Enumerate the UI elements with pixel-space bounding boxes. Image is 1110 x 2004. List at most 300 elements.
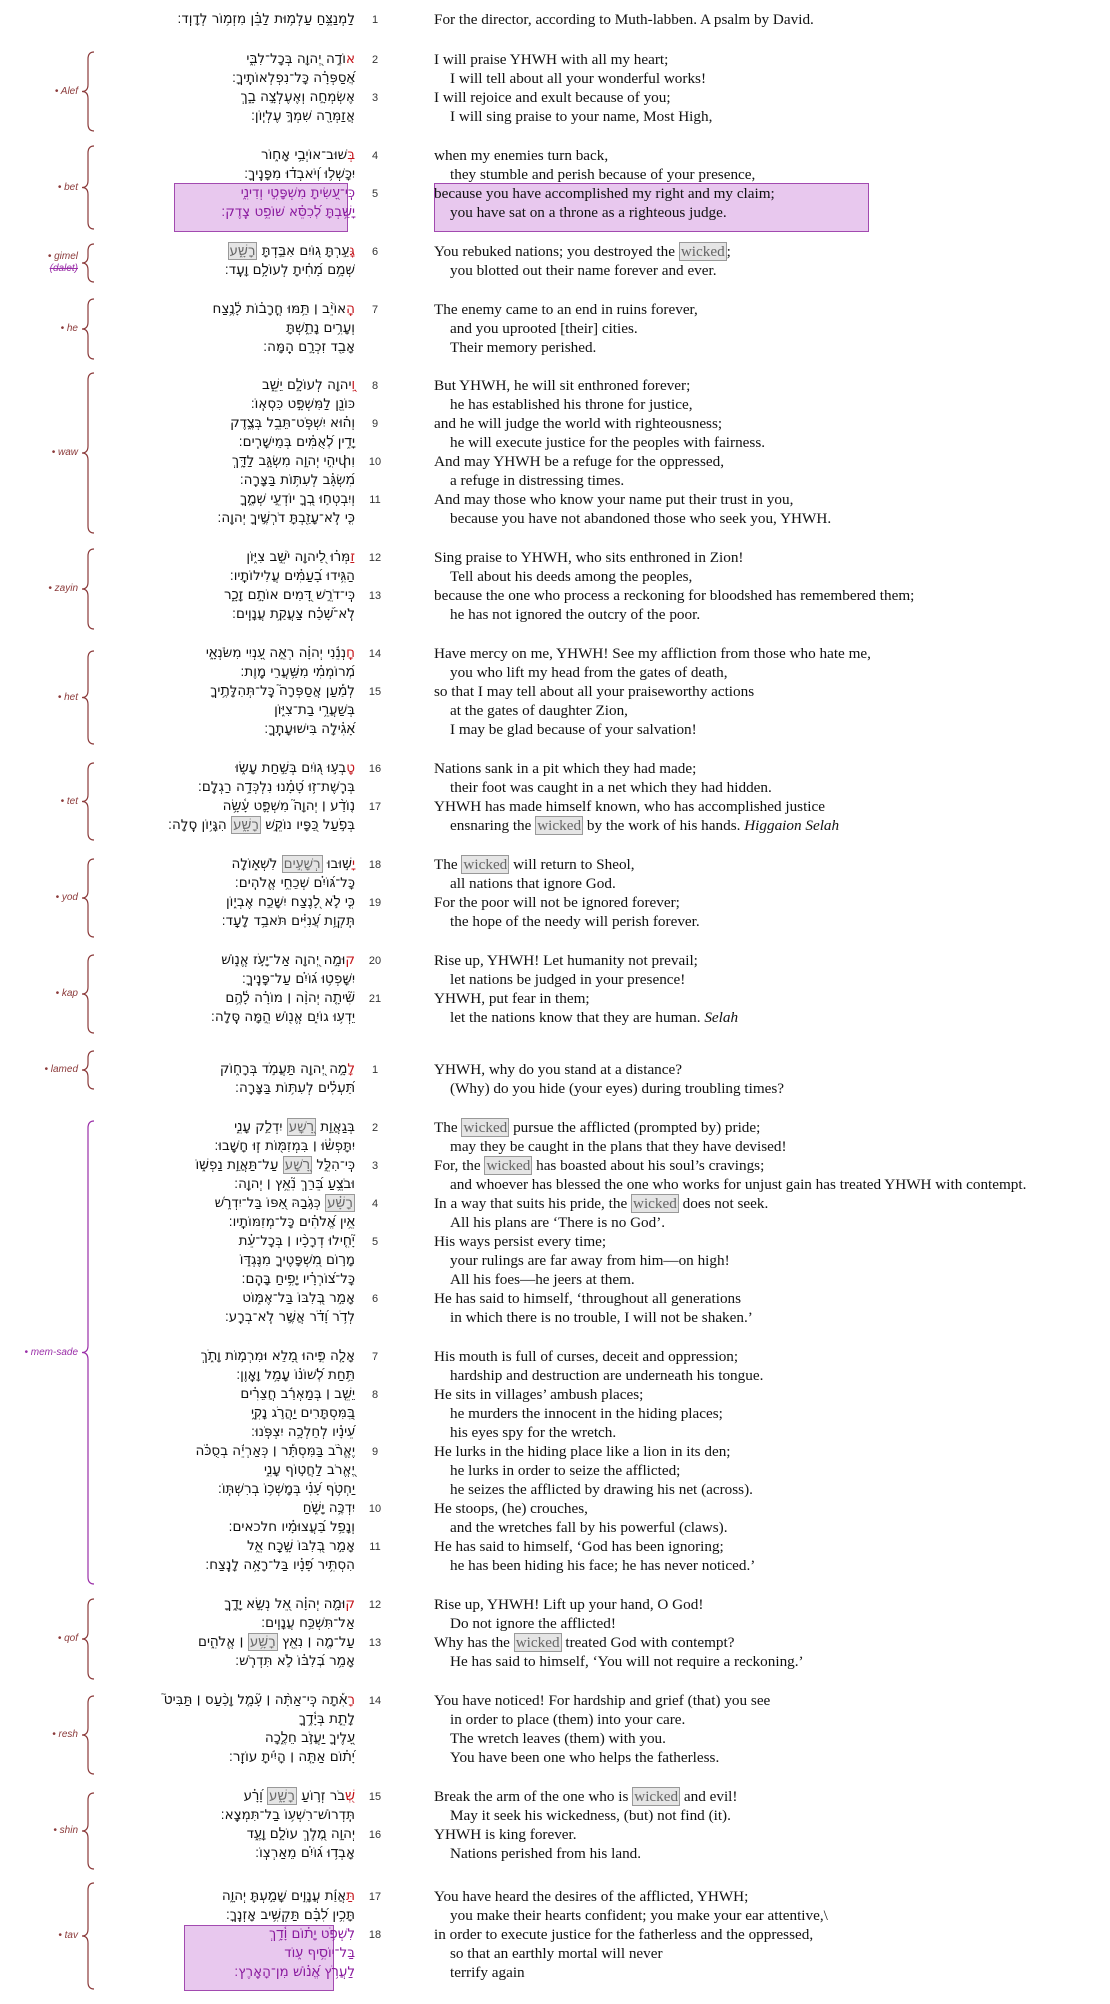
english-translation: You have heard the desires of the afflicted, YHWH; — [434, 1888, 749, 1905]
wicked-box: wicked — [463, 856, 508, 873]
english-translation: All his plans are ‘There is no God’. — [450, 1214, 666, 1231]
hebrew-text: מָר֣וֹם מִ֭שְׁפָּטֶיךָ מִנֶּגְדּ֑וֹ — [239, 1252, 355, 1268]
verse-line — [0, 10, 1110, 29]
letter-label-alef: • Alef — [54, 85, 78, 97]
hebrew-text: זַמְּר֗וּ לַ֭יהוָה יֹשֵׁ֣ב צִיּ֑וֹן — [246, 549, 355, 565]
english-translation: he seizes the afflicted by drawing his net (across). — [450, 1481, 753, 1498]
hebrew-text: לָתֵ֪ת בְּיָ֫דֶ֥ךָ — [298, 1711, 355, 1727]
english-translation: and whoever has blessed the one who works for unjust gain has treated YHWH with contempt. — [450, 1176, 1027, 1193]
wicked-box: רָשָׁ֑ע — [269, 1788, 295, 1804]
verse-line — [0, 720, 1110, 739]
english-translation: And may those who know your name put their trust in you, — [434, 491, 794, 508]
hebrew-text: אָבְד֥וּ ג֝וֹיִ֗ם מֵאַרְצֽוֹ׃ — [255, 1845, 355, 1861]
acrostic-initial: ח — [346, 645, 355, 661]
hebrew-text: יִדְכֶּ֥ה יָשֹׁ֑חַ — [302, 1500, 355, 1516]
verse-line — [0, 1806, 1110, 1825]
english-translation: let nations be judged in your presence! — [450, 971, 686, 988]
verse-line — [0, 855, 1110, 874]
verse-line — [0, 69, 1110, 88]
verse-line — [0, 1729, 1110, 1748]
verse-line — [0, 203, 1110, 222]
english-translation: Why has the wicked treated God with contempt? — [434, 1634, 735, 1651]
english-translation: And may YHWH be a refuge for the oppressed, — [434, 453, 725, 470]
verse-number: 18 — [368, 859, 382, 871]
verse-line — [0, 300, 1110, 319]
english-translation: Break the arm of the one who is wicked and evil! — [434, 1788, 738, 1805]
english-translation: may they be caught in the plans that they have devised! — [450, 1138, 787, 1155]
verse-number: 7 — [371, 1351, 379, 1363]
verse-number: 19 — [368, 897, 382, 909]
english-translation: He stoops, (he) crouches, — [434, 1500, 588, 1517]
english-translation: Nations sank in a pit which they had made; — [434, 760, 697, 777]
hebrew-text: וּבֹצֵ֥עַ בֵּ֝רֵךְ נִ֘אֵ֥ץ ׀ יְהוָֽה׃ — [234, 1176, 355, 1192]
hebrew-text: כִּֽי־דֹרֵ֣שׁ דָּ֭מִים אוֹתָ֣ם זָכָ֑ר — [223, 587, 355, 603]
hebrew-text: אָבַ֖ד זִכְרָ֣ם הֵֽמָּה׃ — [263, 339, 355, 355]
english-translation: The wicked will return to Sheol, — [434, 856, 635, 873]
verse-line — [0, 509, 1110, 528]
letter-label-shin: • shin — [53, 1825, 78, 1836]
hebrew-text: לְמַ֡עַן אֲסַפְּרָה֮ כָּֽל־תְּהִלָּתֶ֥יךָ — [210, 683, 355, 699]
letter-label-tav: • tav — [58, 1930, 78, 1941]
hebrew-text: תִּֽקְוַ֥ת עֲ֝נִיִּ֗ים תֹּאבַ֥ד לָעַֽד׃ — [221, 913, 355, 929]
hebrew-text: יֶאֱרֹ֨ב בַּמִּסְתָּ֡ר ׀ כְּאַרְיֵ֬ה בְסֻכֹּ֗ה — [195, 1443, 355, 1459]
letter-label-lamed: • lamed — [44, 1064, 78, 1075]
hebrew-text: אֲ֝סַפְּרָ֗ה כָּל־נִפְלְאוֹתֶֽיךָ׃ — [231, 70, 355, 86]
verse-line — [0, 1710, 1110, 1729]
hebrew-text: אוֹדֶ֣ה יְ֭הוָה בְּכָל־לִבִּ֑י — [246, 51, 355, 67]
wicked-box: wicked — [515, 1634, 560, 1651]
english-translation: You have been one who helps the fatherless. — [450, 1749, 720, 1766]
english-translation: I will sing praise to your name, Most High, — [450, 108, 713, 125]
wicked-box: wicked — [486, 1157, 531, 1174]
verse-line — [0, 1963, 1110, 1982]
verse-line — [0, 989, 1110, 1008]
hebrew-text: בְּשַׁעֲרֵ֥י בַת־צִיּ֑וֹן — [274, 702, 355, 718]
english-translation: a refuge in distressing times. — [450, 472, 625, 489]
hebrew-text: כּוֹנֵ֖ן לַמִּשְׁפָּ֣ט כִּסְאֽוֹ׃ — [250, 396, 355, 412]
english-translation: I will praise YHWH with all my heart; — [434, 51, 669, 68]
verse-number: 16 — [368, 763, 382, 775]
hebrew-text: הַגִּ֥ידוּ בָ֝עַמִּ֗ים עֲלִילוֹתָֽיו׃ — [229, 568, 355, 584]
verse-line — [0, 242, 1110, 261]
hebrew-text: יָשׁ֣וּבוּ רְשָׁעִ֣ים לִשְׁא֑וֹלָה — [231, 856, 355, 872]
verse-number: 3 — [371, 92, 379, 104]
english-translation: He sits in villages’ ambush places; — [434, 1386, 644, 1403]
hebrew-text: יָ֘חִ֤ילוּ דְרָכָ֨יו ׀ בְּכָל־עֵ֗ת — [238, 1233, 355, 1249]
letter-label-mem-sade: • mem-sade — [24, 1346, 78, 1358]
wicked-box: רָשָׁ֗ע — [327, 1195, 353, 1211]
verse-line — [0, 759, 1110, 778]
english-translation: (Why) do you hide (your eyes) during troubling times? — [450, 1080, 785, 1097]
verse-line — [0, 50, 1110, 69]
hebrew-text: וַֽ֭יהוָה לְעוֹלָ֣ם יֵשֵׁ֑ב — [261, 377, 355, 393]
verse-line — [0, 1825, 1110, 1844]
hebrew-text: אֶשְׂמְחָ֣ה וְאֶעֶלְצָ֣ה בָ֑ךְ — [240, 89, 355, 105]
verse-line — [0, 261, 1110, 280]
wicked-box: רָ֭שָׁע — [284, 1157, 311, 1173]
verse-number: 12 — [368, 552, 382, 564]
verse-line — [0, 490, 1110, 509]
english-translation: I will tell about all your wonderful works! — [450, 70, 707, 87]
english-translation: you make their hearts confident; you make your ear attentive,\ — [450, 1907, 828, 1924]
letter-label-resh: • resh — [52, 1729, 78, 1740]
verse-line — [0, 319, 1110, 338]
english-translation: in order to place (them) into your care. — [450, 1711, 686, 1728]
acrostic-initial: ג — [349, 243, 355, 259]
verse-number: 17 — [368, 801, 382, 813]
verse-number: 13 — [368, 590, 382, 602]
verse-number: 10 — [368, 456, 382, 468]
hebrew-text: אָמַ֣ר בְּ֭לִבּוֹ בַּל־אֶמּ֑וֹט — [242, 1290, 355, 1306]
english-translation: For the poor will not be ignored forever; — [434, 894, 680, 911]
hebrew-text: לַעֲרֹ֥ץ אֱ֝נ֗וֹשׁ מִן־הָאָֽרֶץ׃ — [234, 1964, 355, 1980]
acrostic-initial: ו — [351, 377, 355, 393]
hebrew-text: בְּפֹ֣עַל כַּ֭פָּיו נוֹקֵ֣שׁ רָשָׁ֑ע הִגָּי֥וֹן סֶֽלָה׃ — [167, 817, 355, 833]
verse-line — [0, 970, 1110, 989]
verse-line — [0, 548, 1110, 567]
acrostic-initial: י — [351, 856, 355, 872]
english-translation: Tell about his deeds among the peoples, — [450, 568, 693, 585]
wicked-box: wicked — [680, 243, 725, 260]
english-translation: Rise up, YHWH! Lift up your hand, O God! — [434, 1596, 704, 1613]
wicked-box: רָ֭שָׁע — [288, 1119, 314, 1135]
verse-line — [0, 1537, 1110, 1556]
letter-label-het: • het — [57, 691, 78, 703]
english-translation: The enemy came to an end in ruins forever, — [434, 301, 698, 318]
wicked-box: רָשָׁ֑ע — [233, 817, 259, 833]
english-translation: you have sat on a throne as a righteous judge. — [450, 204, 727, 221]
verse-line — [0, 874, 1110, 893]
hebrew-text: כָּל־צ֝וֹרְרָ֗יו יָפִ֥יחַ בָּהֶֽם׃ — [241, 1271, 355, 1287]
english-translation: terrify again — [450, 1964, 525, 1981]
verse-number: 12 — [368, 1599, 382, 1611]
hebrew-text: וְנָפַ֥ל בַּ֝עֲצוּמָ֗יו חלכאים׃ — [228, 1519, 355, 1535]
english-translation: when my enemies turn back, — [434, 147, 609, 164]
verse-number: 1 — [371, 14, 379, 26]
wicked-box: wicked — [463, 1119, 508, 1136]
hebrew-text: יֵדְע֥וּ גוֹיִ֑ם אֱנ֖וֹשׁ הֵ֣מָּה סֶּֽלָה׃ — [210, 1009, 355, 1025]
verse-line — [0, 1347, 1110, 1366]
hebrew-text: הָֽאוֹיֵ֨ב ׀ תַּ֥מּוּ חֳרָב֗וֹת לָ֫נֶ֥צַח — [212, 301, 355, 317]
letter-label-tet: • tet — [60, 795, 78, 807]
english-translation: his eyes spy for the wretch. — [450, 1424, 617, 1441]
verse-line — [0, 1844, 1110, 1863]
verse-line — [0, 1461, 1110, 1480]
hebrew-text: רָאִ֡תָה כִּֽי־אַתָּ֨ה ׀ עָ֘מָ֤ל וָכַ֨עַס ׀ תַּבִּיט֮ — [163, 1692, 355, 1708]
verse-line — [0, 1270, 1110, 1289]
hebrew-text: שְׁ֭בֹר זְר֣וֹעַ רָשָׁ֑ע וָ֝רָ֗ע — [243, 1788, 355, 1804]
verse-line — [0, 605, 1110, 624]
hebrew-text: תַּ֝עְלִ֗ים לְעִתּ֥וֹת בַּצָּרָֽה׃ — [235, 1080, 355, 1096]
english-translation: YHWH, put fear in them; — [434, 990, 590, 1007]
verse-line — [0, 1633, 1110, 1652]
hebrew-text: יָ֝ת֗וֹם אַתָּ֤ה ׀ הָיִ֬יתָ עוֹזֵֽר׃ — [228, 1749, 355, 1765]
hebrew-text: שְׁמָ֥ם מָ֝חִ֗יתָ לְעוֹלָ֥ם וָעֶֽד׃ — [224, 262, 355, 278]
hebrew-text: אַל־תִּשְׁכַּ֥ח עֲנָוִֽים׃ — [261, 1615, 355, 1631]
hebrew-text: תַּ֥חַת לְ֝שׁוֹנ֗וֹ עָמָ֥ל וָאָֽוֶן׃ — [236, 1367, 355, 1383]
verse-line — [0, 1691, 1110, 1710]
verse-line — [0, 1118, 1110, 1137]
verse-line — [0, 376, 1110, 395]
hebrew-text: לָמָ֣ה יְ֭הוָה תַּעֲמֹ֣ד בְּרָח֑וֹק — [219, 1061, 355, 1077]
hebrew-text: קוּמָ֤ה יְהוָ֗ה אֵ֭ל נְשָׂ֣א יָדֶ֑ךָ — [224, 1596, 355, 1612]
english-translation: in which there is no trouble, I will not be shaken.’ — [450, 1309, 753, 1326]
english-translation: he has not ignored the outcry of the poor. — [450, 606, 701, 623]
letter-label-waw: • waw — [51, 447, 78, 458]
verse-line — [0, 1480, 1110, 1499]
verse-line — [0, 146, 1110, 165]
verse-line — [0, 1944, 1110, 1963]
english-translation: He lurks in the hiding place like a lion in its den; — [434, 1443, 731, 1460]
verse-line — [0, 1518, 1110, 1537]
hebrew-text: לֹֽא־שָׁ֝כַ֗ח צַעֲקַ֥ת עֲנָוִֽים׃ — [232, 606, 355, 622]
verse-number: 14 — [368, 648, 382, 660]
english-translation: he murders the innocent in the hiding places; — [450, 1405, 723, 1422]
verse-line — [0, 165, 1110, 184]
verse-number: 16 — [368, 1829, 382, 1841]
english-translation: YHWH has made himself known, who has accomplished justice — [434, 798, 825, 815]
english-translation: all nations that ignore God. — [450, 875, 616, 892]
verse-line — [0, 1404, 1110, 1423]
verse-number: 9 — [371, 1446, 379, 1458]
hebrew-text: בַּֽ֭מִּסְתָּרִים יַהֲרֹ֣ג נָקִ֑י — [250, 1405, 355, 1421]
letter-label-kap: • kap — [55, 988, 78, 999]
verse-line — [0, 1385, 1110, 1404]
english-translation: the hope of the needy will perish forever. — [450, 913, 700, 930]
acrostic-initial: ש — [345, 1788, 355, 1804]
english-translation: and the wretches fall by his powerful (claws). — [450, 1519, 728, 1536]
hebrew-text: חָֽנְנֵ֬נִי יְהוָ֗ה רְאֵ֣ה עָ֭נְיִי מִשֹּׂנְאָ֑י — [205, 645, 355, 661]
english-translation: For, the wicked has boasted about his soul’s cravings; — [434, 1157, 765, 1174]
hebrew-text: אָלָ֤ה פִּ֣יהוּ מָ֭לֵא וּמִרְמ֣וֹת וָתֹ֑ךְ — [200, 1348, 355, 1364]
verse-line — [0, 586, 1110, 605]
verse-number: 2 — [371, 1122, 379, 1134]
verse-number: 21 — [368, 993, 382, 1005]
hebrew-text: כָּל־גּ֝וֹיִ֗ם שְׁכֵחֵ֥י אֱלֹהִֽים׃ — [234, 875, 355, 891]
wicked-box: wicked — [537, 817, 582, 834]
verse-line — [0, 912, 1110, 931]
english-translation: He has said to himself, ‘You will not require a reckoning.’ — [450, 1653, 804, 1670]
verse-number: 6 — [371, 246, 379, 258]
verse-number: 8 — [371, 1389, 379, 1401]
verse-line — [0, 1008, 1110, 1027]
verse-number: 15 — [368, 1791, 382, 1803]
wicked-box: רְשָׁעִ֣ים — [283, 856, 321, 872]
hebrew-text: נ֤וֹדַ֨ע ׀ יְהוָה֮ מִשְׁפָּ֪ט עָ֫שָׂ֥ה — [222, 798, 355, 814]
hebrew-text: יְהוָ֣ה מֶ֭לֶךְ עוֹלָ֣ם וָעֶ֑ד — [246, 1826, 355, 1842]
hebrew-text: אָ֝גִ֗ילָה בִּישׁוּעָתֶֽךָ׃ — [264, 721, 355, 737]
english-translation: YHWH is king forever. — [434, 1826, 577, 1843]
hebrew-text: יָדִ֥ין לְ֝אֻמִּ֗ים בְּמֵישָׁרִֽים׃ — [238, 434, 355, 450]
acrostic-initial: ב — [347, 147, 355, 163]
letter-label-gimel: • gimel (dalet) — [47, 251, 78, 274]
verse-number: 5 — [371, 188, 379, 200]
english-translation: hardship and destruction are underneath his tongue. — [450, 1367, 764, 1384]
english-translation: so that an earthly mortal will never — [450, 1945, 663, 1962]
verse-line — [0, 452, 1110, 471]
english-translation: All his foes—he jeers at them. — [450, 1271, 635, 1288]
verse-number: 8 — [371, 380, 379, 392]
english-translation: The wicked pursue the afflicted (prompted by) pride; — [434, 1119, 761, 1136]
hebrew-text: יִכָּשְׁל֥וּ וְ֝יֹאבְד֗וּ מִפָּנֶֽיךָ׃ — [244, 166, 355, 182]
hebrew-text: כִּֽי־עָ֭שִׂיתָ מִשְׁפָּטִ֣י וְדִינִ֑י — [240, 185, 355, 201]
hebrew-text: מִ֝שְׂגָּ֗ב לְעִתּ֥וֹת בַּצָּרָֽה׃ — [239, 472, 355, 488]
english-translation: your rulings are far away from him—on high! — [450, 1252, 730, 1269]
hebrew-text: וְה֗וּא יִשְׁפֹּֽט־תֵּבֵ֥ל בְּצֶ֑דֶק — [230, 415, 355, 431]
hebrew-text: תִּֽדְרוֹשׁ־רִשְׁע֥וֹ בַל־תִּמְצָֽא׃ — [220, 1807, 355, 1823]
letter-label-he: • he — [60, 323, 78, 334]
hebrew-text: וְעָרִ֥ים נָתַ֑שְׁתָּ — [286, 320, 355, 336]
verse-line — [0, 1595, 1110, 1614]
english-translation: For the director, according to Muth-labben. A psalm by David. — [434, 11, 814, 28]
verse-line — [0, 471, 1110, 490]
acrostic-initial: ק — [345, 952, 355, 968]
verse-line — [0, 85, 1110, 107]
verse-line — [0, 1887, 1110, 1906]
verse-number: 7 — [371, 304, 379, 316]
verse-number: 1 — [371, 1064, 379, 1076]
verse-line — [0, 797, 1110, 816]
verse-line — [0, 1787, 1110, 1806]
english-translation: His ways persist every time; — [434, 1233, 607, 1250]
verse-line — [0, 1423, 1110, 1442]
hebrew-text: אָמַ֣ר בְּ֭לִבּוֹ שָׁ֣כַֽח אֵ֑ל — [247, 1538, 355, 1554]
hebrew-text: כִּ֤י לֹֽא־עָזַ֖בְתָּ דֹרְשֶׁ֣יךָ יְהוָֽה׃ — [217, 510, 355, 526]
acrostic-initial: ר — [347, 1692, 355, 1708]
hebrew-text: לַמְנַצֵּ֥חַ עַלְמ֥וּת לַבֵּ֗ן מִזְמ֥וֹר לְדָוִֽד׃ — [177, 11, 355, 27]
english-translation: May it seek his wickedness, (but) not find (it). — [450, 1807, 731, 1824]
english-translation: Rise up, YHWH! Let humanity not prevail; — [434, 952, 698, 969]
english-translation: you blotted out their name forever and ever. — [450, 262, 717, 279]
acrostic-initial: ז — [350, 549, 355, 565]
hebrew-text: בְּשׁוּב־אוֹיְבַ֥י אָח֑וֹר — [260, 147, 355, 163]
english-translation: He has said to himself, ‘God has been ignoring; — [434, 1538, 724, 1555]
verse-line — [0, 1194, 1110, 1213]
hebrew-text: יֵשֵׁ֤ב ׀ בְּמַאְרַ֬ב חֲצֵרִ֗ים — [240, 1386, 355, 1402]
hebrew-text: אֵ֥ין אֱ֝לֹהִ֗ים כָּל־מְזִמּוֹתָֽיו׃ — [228, 1214, 355, 1230]
verse-line — [0, 1748, 1110, 1767]
verse-line — [0, 107, 1110, 126]
hebrew-text: יַחְטֹ֥ף עָ֝נִ֗י בְּמָשְׁכ֥וֹ בְרִשְׁתּֽוֹ׃ — [217, 1481, 355, 1497]
verse-number: 17 — [368, 1891, 382, 1903]
english-translation: You have noticed! For hardship and grief (that) you see — [434, 1692, 771, 1709]
verse-line — [0, 338, 1110, 357]
verse-line — [0, 951, 1110, 970]
verse-line — [0, 1175, 1110, 1194]
verse-line — [0, 414, 1110, 433]
wicked-box: wicked — [632, 1195, 677, 1212]
english-translation: he will execute justice for the peoples with fairness. — [450, 434, 766, 451]
english-translation: His mouth is full of curses, deceit and oppression; — [434, 1348, 739, 1365]
verse-line — [0, 1442, 1110, 1461]
hebrew-text: לִשְׁפֹּ֥ט יָת֗וֹם וָ֫דָ֥ךְ — [268, 1926, 355, 1942]
english-translation: he has been hiding his face; he has never noticed.’ — [450, 1557, 756, 1574]
verse-line — [0, 1366, 1110, 1385]
verse-number: 14 — [368, 1695, 382, 1707]
verse-line — [0, 1906, 1110, 1925]
hebrew-text: שִׁ֘יתָ֤ה יְהוָ֨ה ׀ מוֹרָ֗ה לָ֫הֶ֥ם — [225, 990, 355, 1006]
hebrew-text: עַל־מֶ֤ה ׀ נִאֵ֖ץ רָשָׁ֥ע ׀ אֱלֹהִ֑ים — [198, 1634, 355, 1650]
verse-line — [0, 433, 1110, 452]
letter-label-qof: • qof — [57, 1633, 78, 1644]
verse-line — [0, 701, 1110, 720]
hebrew-text: לְדֹ֥ר וָ֝דֹ֗ר אֲשֶׁ֣ר לֹֽא־בְרָֽע׃ — [224, 1309, 355, 1325]
acrostic-initial: ל — [347, 1061, 355, 1077]
verse-line — [0, 893, 1110, 912]
wicked-box: רָשָׁ֑ע — [229, 243, 256, 259]
hebrew-text: רָשָׁ֗ע כְּגֹ֣בַהּ אַ֭פּוֹ בַּל־יִדְרֹ֑שׁ — [214, 1195, 353, 1211]
verse-number: 3 — [371, 1160, 379, 1172]
hebrew-text: מְ֝רוֹמְמִ֗י מִשַּׁ֥עֲרֵי מָֽוֶת׃ — [240, 664, 355, 680]
hebrew-text: וִփיהִ֣י יְהוָ֣ה מִשְׂגָּ֣ב לַדָּ֑ךְ — [231, 453, 355, 469]
hebrew-text: יֶ֭אֱרֹב לַחֲט֣וֹף עָנִ֑י — [263, 1462, 355, 1478]
verse-line — [0, 663, 1110, 682]
verse-line — [0, 816, 1110, 835]
english-translation: you who lift my head from the gates of death, — [450, 664, 728, 681]
verse-line — [0, 1060, 1110, 1079]
verse-line — [0, 682, 1110, 701]
english-translation: Do not ignore the afflicted! — [450, 1615, 616, 1632]
verse-line — [0, 1614, 1110, 1633]
english-translation: he has established his throne for justice, — [450, 396, 693, 413]
english-translation: Their memory perished. — [450, 339, 597, 356]
english-translation: Sing praise to YHWH, who sits enthroned in Zion! — [434, 549, 744, 566]
acrostic-initial: ת — [346, 1888, 355, 1904]
verse-line — [0, 1652, 1110, 1671]
hebrew-text: יָשַׁ֥בְתָּ לְ֝כִסֵּ֗א שׁוֹפֵ֥ט צֶֽדֶק׃ — [221, 204, 355, 220]
verse-number: 15 — [368, 686, 382, 698]
verse-number: 13 — [368, 1637, 382, 1649]
verse-number: 11 — [369, 494, 381, 506]
verse-number: 10 — [368, 1503, 382, 1515]
verse-line — [0, 1079, 1110, 1098]
verse-line — [0, 1213, 1110, 1232]
acrostic-initial: א — [345, 51, 355, 67]
verse-number: 9 — [371, 418, 379, 430]
hebrew-text: תָּכִ֥ין לִ֝בָּ֗ם תַּקְשִׁ֥יב אָזְנֶֽךָ׃ — [225, 1907, 355, 1923]
english-translation: and you uprooted [their] cities. — [450, 320, 638, 337]
acrostic-initial: ט — [346, 760, 355, 776]
hebrew-text: עָ֭לֶיךָ יַעֲזֹ֣ב חֵלֶ֑כָה — [264, 1730, 355, 1746]
english-translation: In a way that suits his pride, the wicked does not seek. — [434, 1195, 769, 1212]
english-translation: they stumble and perish because of your presence, — [450, 166, 756, 183]
english-translation: because the one who process a reckoning for bloodshed has remembered them; — [434, 587, 915, 604]
hebrew-text: טָֽבְע֣וּ ג֭וֹיִם בְּשַׁ֣חַת עָשׂ֑וּ — [235, 760, 355, 776]
hebrew-text: הִסְתִּ֥יר פָּ֝נָ֗יו בַּל־רָאָ֥ה לָנֶֽצַח׃ — [205, 1557, 355, 1573]
verse-line — [0, 395, 1110, 414]
english-translation: But YHWH, he will sit enthroned forever; — [434, 377, 691, 394]
letter-label-bet: • bet — [57, 181, 78, 193]
hebrew-text: גָּעַ֣רְתָּ ג֭וֹיִם אִבַּ֣דְתָּ רָשָׁ֑ע — [229, 243, 355, 259]
english-translation: let the nations know that they are human. Selah — [450, 1009, 739, 1026]
hebrew-text: אָמַ֥ר בְּ֝לִבּ֗וֹ לֹ֣א תִּדְרֹֽשׁ׃ — [235, 1653, 355, 1669]
verse-line — [0, 1156, 1110, 1175]
english-translation: because you have not abandoned those who seek you, YHWH. — [450, 510, 832, 527]
verse-number: 11 — [369, 1541, 381, 1553]
verse-number: 2 — [371, 54, 379, 66]
verse-number: 20 — [368, 955, 382, 967]
hebrew-text: תַּאֲוַ֬ת עֲנָוִ֣ים שָׁמַ֣עְתָּ יְהוָ֑ה — [221, 1888, 355, 1904]
verse-number: 18 — [368, 1929, 382, 1941]
verse-number: 6 — [371, 1293, 379, 1305]
verse-line — [0, 1308, 1110, 1327]
english-translation: You rebuked nations; you destroyed the wicked ; — [434, 243, 731, 260]
english-translation: he lurks in order to seize the afflicted; — [450, 1462, 681, 1479]
hebrew-text: כִּ֤י לֹ֣א לָ֭נֶצַח יִשָּׁכַ֣ח אֶבְי֑וֹן — [225, 894, 355, 910]
english-translation: YHWH, why do you stand at a distance? — [434, 1061, 682, 1078]
english-translation: Nations perished from his land. — [450, 1845, 642, 1862]
verse-line — [0, 1499, 1110, 1518]
